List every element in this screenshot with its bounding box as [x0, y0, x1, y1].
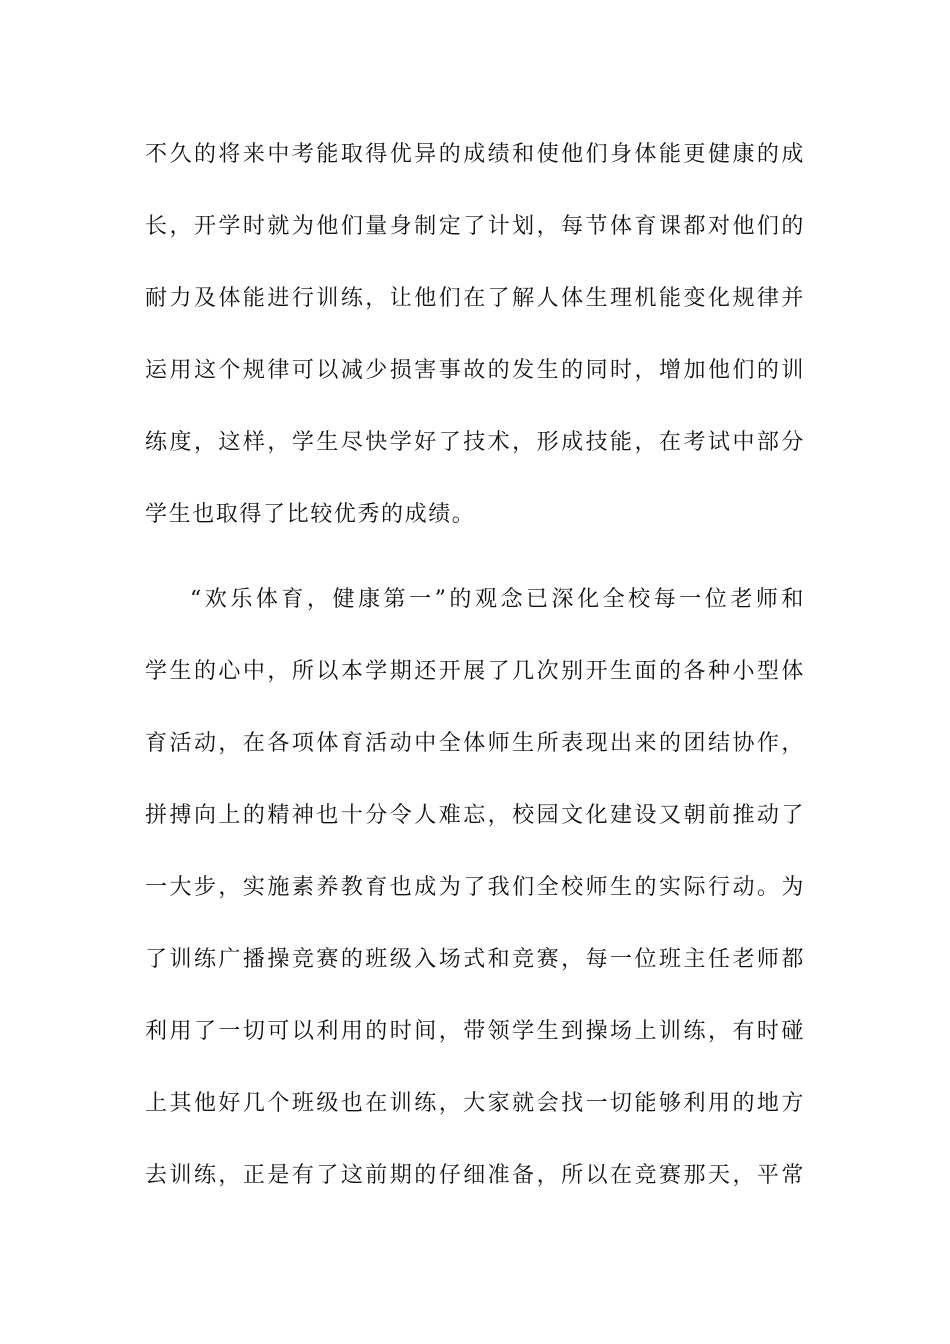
text-line: 不久的将来中考能取得优异的成绩和使他们身体能更健康的成 [145, 142, 805, 167]
text-line: 学生也取得了比较优秀的成绩。 [145, 502, 476, 527]
text-line: 耐力及体能进行训练，让他们在了解人体生理机能变化规律并 [145, 286, 805, 311]
paragraph-first-line: “欢乐体育，健康第一”的观念已深化全校每一位老师和 [190, 587, 805, 612]
text-line: 学生的心中，所以本学期还开展了几次别开生面的各种小型体 [145, 659, 805, 684]
text-line: 拼搏向上的精神也十分令人难忘，校园文化建设又朝前推动了 [145, 803, 805, 828]
text-line: 运用这个规律可以减少损害事故的发生的同时，增加他们的训 [145, 358, 805, 383]
text-line: 一大步，实施素养教育也成为了我们全校师生的实际行动。为 [145, 875, 805, 900]
text-line: 练度，这样，学生尽快学好了技术，形成技能，在考试中部分 [145, 430, 805, 455]
text-line: 育活动，在各项体育活动中全体师生所表现出来的团结协作， [145, 731, 805, 756]
text-line: 了训练广播操竞赛的班级入场式和竞赛，每一位班主任老师都 [145, 947, 805, 972]
text-line: 长，开学时就为他们量身制定了计划，每节体育课都对他们的 [145, 214, 805, 239]
text-line: 上其他好几个班级也在训练，大家就会找一切能够利用的地方 [145, 1091, 805, 1116]
text-line: 利用了一切可以利用的时间，带领学生到操场上训练，有时碰 [145, 1019, 805, 1044]
text-line: 去训练，正是有了这前期的仔细准备，所以在竞赛那天，平常 [145, 1163, 805, 1188]
